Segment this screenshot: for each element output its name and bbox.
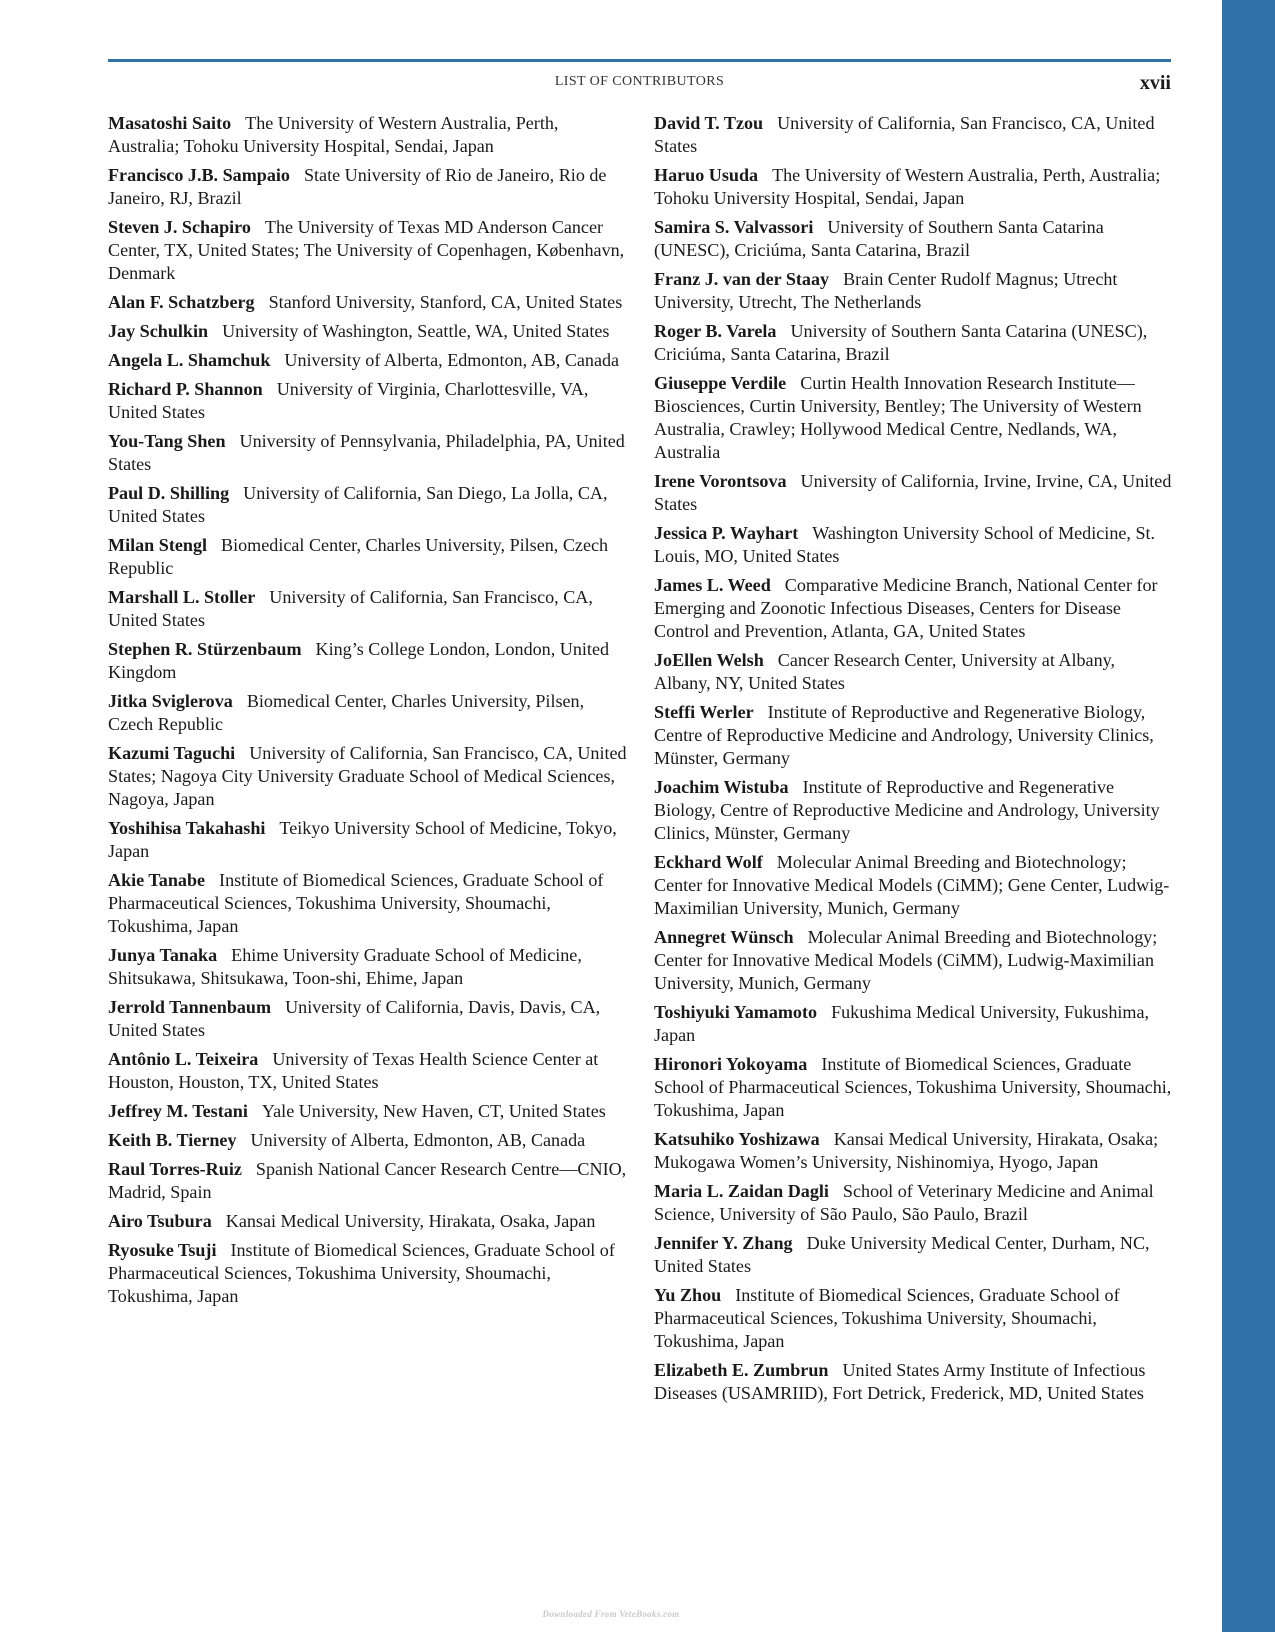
- contributor-name: Paul D. Shilling: [108, 483, 230, 503]
- contributor-entry: [654, 372, 1174, 464]
- contributor-affiliation: University of Alberta, Edmonton, AB, Canada: [284, 350, 620, 370]
- contributor-name: Steven J. Schapiro: [108, 217, 251, 237]
- contributor-affiliation: Biomedical Center, Charles University, Pilsen, Czech Republic: [108, 535, 609, 578]
- contributor-entry: [654, 1128, 1174, 1174]
- contributor-entry: [108, 817, 628, 863]
- contributor-affiliation: University of California, Davis, Davis, CA, United States: [108, 997, 601, 1040]
- contributor-entry: [108, 996, 628, 1042]
- contributor-affiliation: State University of Rio de Janeiro, Rio de Janeiro, RJ, Brazil: [108, 165, 607, 208]
- contributor-name: Jay Schulkin: [108, 321, 209, 341]
- contributor-name: Yu Zhou: [654, 1285, 722, 1305]
- contributor-affiliation: United States Army Institute of Infectious Diseases (USAMRIID), Fort Detrick, Frederick, MD, United States: [654, 1360, 1146, 1403]
- contributor-entry: [108, 291, 628, 314]
- contributor-affiliation: University of Southern Santa Catarina (UNESC), Criciúma, Santa Catarina, Brazil: [654, 217, 1104, 260]
- contributor-affiliation: Molecular Animal Breeding and Biotechnology; Center for Innovative Medical Models (CiMM), Ludwig-Maximilian University, Munich, Germany: [654, 927, 1158, 993]
- contributor-name: Masatoshi Saito: [108, 113, 232, 133]
- contributor-name: Toshiyuki Yamamoto: [654, 1002, 818, 1022]
- contributor-name: Angela L. Shamchuk: [108, 350, 271, 370]
- contributor-affiliation: Yale University, New Haven, CT, United States: [261, 1101, 606, 1121]
- contributor-affiliation: School of Veterinary Medicine and Animal Science, University of São Paulo, São Paulo, Brazil: [654, 1181, 1154, 1224]
- contributor-affiliation: University of California, San Francisco, CA, United States: [108, 587, 593, 630]
- contributor-entry: [654, 1232, 1174, 1278]
- contributor-affiliation: University of Alberta, Edmonton, AB, Canada: [250, 1130, 586, 1150]
- contributor-entry: [654, 574, 1174, 643]
- contributor-entry: [108, 378, 628, 424]
- contributors-left-column: [108, 112, 628, 1314]
- contributor-affiliation: The University of Texas MD Anderson Cancer Center, TX, United States; The University of Copenhagen, København, Denmark: [108, 217, 625, 283]
- contributor-entry: [108, 869, 628, 938]
- contributor-affiliation: University of Virginia, Charlottesville, VA, United States: [108, 379, 589, 422]
- contributor-entry: [108, 742, 628, 811]
- contributor-entry: [654, 1284, 1174, 1353]
- contributor-entry: [108, 320, 628, 343]
- running-title: LIST OF CONTRIBUTORS: [554, 74, 725, 89]
- contributor-name: Jennifer Y. Zhang: [654, 1233, 793, 1253]
- contributor-affiliation: Duke University Medical Center, Durham, NC, United States: [654, 1233, 1150, 1276]
- page-edge-band: [1222, 0, 1275, 1632]
- contributor-name: Haruo Usuda: [654, 165, 759, 185]
- contributor-affiliation: King’s College London, London, United Kingdom: [108, 639, 610, 682]
- contributor-entry: [108, 482, 628, 528]
- contributor-affiliation: Institute of Reproductive and Regenerative Biology, Centre of Reproductive Medicine and Andrology, University Clinics, Münster, Germany: [654, 702, 1154, 768]
- contributor-entry: [654, 701, 1174, 770]
- contributor-entry: [108, 164, 628, 210]
- contributor-name: Ryosuke Tsuji: [108, 1240, 217, 1260]
- contributor-entry: [108, 944, 628, 990]
- contributor-affiliation: Institute of Reproductive and Regenerative Biology, Centre of Reproductive Medicine and Andrology, University Clinics, Münster, Germany: [654, 777, 1160, 843]
- contributor-name: Jessica P. Wayhart: [654, 523, 799, 543]
- contributor-name: Alan F. Schatzberg: [108, 292, 255, 312]
- contributor-affiliation: Teikyo University School of Medicine, Tokyo, Japan: [108, 818, 617, 861]
- contributor-entry: [654, 1359, 1174, 1405]
- contributor-affiliation: Ehime University Graduate School of Medicine, Shitsukawa, Shitsukawa, Toon-shi, Ehime, Japan: [108, 945, 582, 988]
- contributor-affiliation: Spanish National Cancer Research Centre—CNIO, Madrid, Spain: [108, 1159, 627, 1202]
- contributor-affiliation: Biomedical Center, Charles University, Pilsen, Czech Republic: [108, 691, 585, 734]
- contributor-name: Jitka Sviglerova: [108, 691, 233, 711]
- contributor-name: Akie Tanabe: [108, 870, 206, 890]
- header-rule: [108, 59, 1171, 62]
- contributor-entry: [654, 926, 1174, 995]
- contributor-affiliation: University of Texas Health Science Center at Houston, Houston, TX, United States: [108, 1049, 599, 1092]
- contributor-name: Antônio L. Teixeira: [108, 1049, 259, 1069]
- contributors-right-column: [654, 112, 1174, 1411]
- contributor-entry: [654, 164, 1174, 210]
- contributor-name: JoEllen Welsh: [654, 650, 764, 670]
- contributor-entry: [654, 268, 1174, 314]
- contributor-name: Junya Tanaka: [108, 945, 218, 965]
- contributor-affiliation: Curtin Health Innovation Research Institute—Biosciences, Curtin University, Bentley; The University of Western Australia, Crawley; Hollywood Medical Centre, Nedlands, WA, Australia: [654, 373, 1142, 462]
- running-header: [108, 72, 1171, 96]
- contributor-entry: [654, 776, 1174, 845]
- download-watermark: Downloaded From VeteBooks.com: [542, 1609, 680, 1619]
- page-number: xvii: [1139, 72, 1171, 94]
- contributor-name: Richard P. Shannon: [108, 379, 263, 399]
- contributor-affiliation: University of California, San Diego, La Jolla, CA, United States: [108, 483, 608, 526]
- contributor-entry: [654, 1180, 1174, 1226]
- contributor-name: Stephen R. Stürzenbaum: [108, 639, 302, 659]
- contributor-affiliation: University of Washington, Seattle, WA, United States: [222, 321, 610, 341]
- contributor-affiliation: University of Southern Santa Catarina (UNESC), Criciúma, Santa Catarina, Brazil: [654, 321, 1148, 364]
- contributor-entry: [654, 1053, 1174, 1122]
- contributor-name: Keith B. Tierney: [108, 1130, 237, 1150]
- contributor-entry: [108, 586, 628, 632]
- contributor-affiliation: University of California, San Francisco, CA, United States; Nagoya City University Graduate School of Medical Sciences, Nagoya, Japan: [108, 743, 627, 809]
- contributor-entry: [108, 216, 628, 285]
- contributor-affiliation: University of California, Irvine, Irvine, CA, United States: [654, 471, 1172, 514]
- contributor-affiliation: Institute of Biomedical Sciences, Graduate School of Pharmaceutical Sciences, Tokushima University, Shoumachi, Tokushima, Japan: [654, 1054, 1172, 1120]
- contributor-affiliation: Kansai Medical University, Hirakata, Osaka; Mukogawa Women’s University, Nishinomiya, Hyogo, Japan: [654, 1129, 1159, 1172]
- contributor-affiliation: Fukushima Medical University, Fukushima, Japan: [654, 1002, 1150, 1045]
- contributor-name: Samira S. Valvassori: [654, 217, 814, 237]
- contributor-name: Marshall L. Stoller: [108, 587, 256, 607]
- contributor-affiliation: Institute of Biomedical Sciences, Graduate School of Pharmaceutical Sciences, Tokushima University, Shoumachi, Tokushima, Japan: [108, 870, 604, 936]
- contributor-affiliation: Comparative Medicine Branch, National Center for Emerging and Zoonotic Infectious Diseases, Centers for Disease Control and Prevention, Atlanta, GA, United States: [654, 575, 1158, 641]
- contributor-name: Steffi Werler: [654, 702, 754, 722]
- contributor-name: David T. Tzou: [654, 113, 764, 133]
- contributor-name: Jeffrey M. Testani: [108, 1101, 248, 1121]
- contributor-entry: [108, 1158, 628, 1204]
- contributor-entry: [108, 1239, 628, 1308]
- contributor-name: Irene Vorontsova: [654, 471, 787, 491]
- contributor-entry: [108, 690, 628, 736]
- contributor-entry: [654, 522, 1174, 568]
- contributor-name: You-Tang Shen: [108, 431, 226, 451]
- contributor-affiliation: University of California, San Francisco, CA, United States: [654, 113, 1155, 156]
- contributor-affiliation: Institute of Biomedical Sciences, Graduate School of Pharmaceutical Sciences, Tokushima University, Shoumachi, Tokushima, Japan: [108, 1240, 615, 1306]
- contributor-affiliation: The University of Western Australia, Perth, Australia; Tohoku University Hospital, Sendai, Japan: [654, 165, 1161, 208]
- contributor-name: Roger B. Varela: [654, 321, 777, 341]
- contributor-name: Joachim Wistuba: [654, 777, 789, 797]
- contributor-name: James L. Weed: [654, 575, 771, 595]
- contributor-entry: [654, 851, 1174, 920]
- contributor-name: Jerrold Tannenbaum: [108, 997, 272, 1017]
- contributor-name: Yoshihisa Takahashi: [108, 818, 266, 838]
- contributor-affiliation: University of Pennsylvania, Philadelphia, PA, United States: [108, 431, 625, 474]
- contributor-entry: [108, 1048, 628, 1094]
- contributor-name: Giuseppe Verdile: [654, 373, 787, 393]
- contributor-name: Eckhard Wolf: [654, 852, 763, 872]
- contributor-affiliation: Stanford University, Stanford, CA, United States: [268, 292, 623, 312]
- contributor-entry: [108, 1129, 628, 1152]
- contributor-name: Airo Tsubura: [108, 1211, 212, 1231]
- contributor-affiliation: Brain Center Rudolf Magnus; Utrecht University, Utrecht, The Netherlands: [654, 269, 1118, 312]
- contributor-entry: [654, 1001, 1174, 1047]
- contributor-entry: [108, 534, 628, 580]
- contributor-affiliation: Molecular Animal Breeding and Biotechnology; Center for Innovative Medical Models (CiMM); Gene Center, Ludwig-Maximilian University, Munich, Germany: [654, 852, 1170, 918]
- contributor-entry: [108, 1100, 628, 1123]
- contributor-name: Kazumi Taguchi: [108, 743, 236, 763]
- contributor-entry: [108, 430, 628, 476]
- contributor-affiliation: Cancer Research Center, University at Albany, Albany, NY, United States: [654, 650, 1116, 693]
- contributor-entry: [108, 638, 628, 684]
- contributor-affiliation: Washington University School of Medicine, St. Louis, MO, United States: [654, 523, 1156, 566]
- contributor-entry: [654, 216, 1174, 262]
- contributor-name: Raul Torres-Ruiz: [108, 1159, 242, 1179]
- contributor-entry: [654, 649, 1174, 695]
- contributor-affiliation: Kansai Medical University, Hirakata, Osaka, Japan: [225, 1211, 596, 1231]
- contributor-name: Franz J. van der Staay: [654, 269, 830, 289]
- contributor-name: Annegret Wünsch: [654, 927, 794, 947]
- contributor-entry: [108, 1210, 628, 1233]
- contributor-name: Milan Stengl: [108, 535, 208, 555]
- contributor-entry: [108, 112, 628, 158]
- contributor-affiliation: The University of Western Australia, Perth, Australia; Tohoku University Hospital, Sendai, Japan: [108, 113, 559, 156]
- contributor-entry: [108, 349, 628, 372]
- contributor-name: Francisco J.B. Sampaio: [108, 165, 290, 185]
- contributor-entry: [654, 320, 1174, 366]
- contributor-name: Hironori Yokoyama: [654, 1054, 808, 1074]
- contributor-entry: [654, 112, 1174, 158]
- contributor-affiliation: Institute of Biomedical Sciences, Graduate School of Pharmaceutical Sciences, Tokushima University, Shoumachi, Tokushima, Japan: [654, 1285, 1120, 1351]
- contributor-name: Maria L. Zaidan Dagli: [654, 1181, 829, 1201]
- contributor-name: Elizabeth E. Zumbrun: [654, 1360, 829, 1380]
- contributor-entry: [654, 470, 1174, 516]
- contributor-name: Katsuhiko Yoshizawa: [654, 1129, 820, 1149]
